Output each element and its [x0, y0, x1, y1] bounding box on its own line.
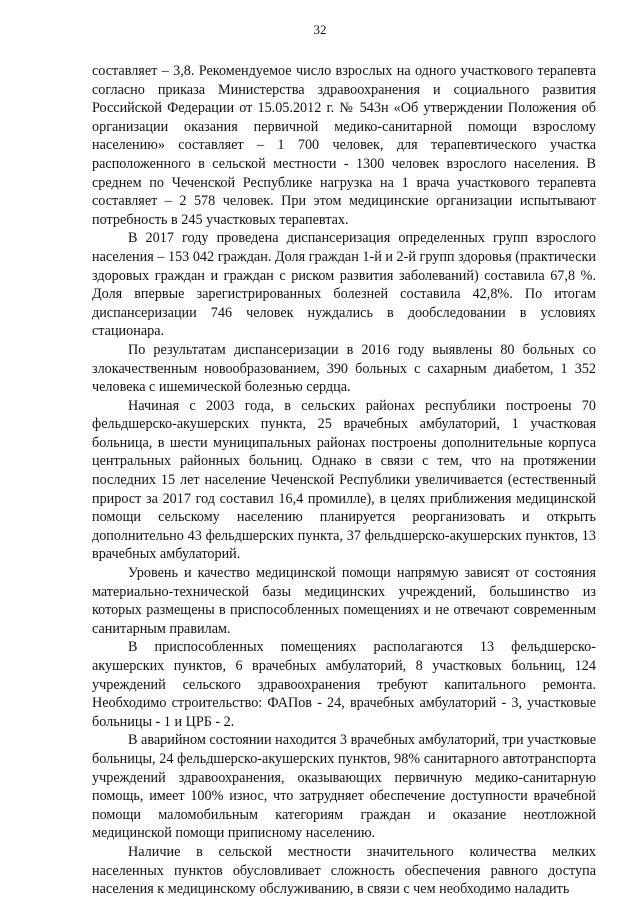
paragraph-emergency-condition: В аварийном состоянии находится 3 врачебных амбулаторий, три участковые больницы, 24 фельдшерско-акушерских пунктов, 98% санитарного автотранспорта учреждений здравоохранения, оказывающих первичную медико-санитарную помощь, имеет 100% износ, что затрудняет обеспечение доступности врачебной помощи маломобильным категориям граждан и оказание неотложной медицинской помощи приписному населению. [92, 732, 596, 842]
paragraph-dispensarization-2016: По результатам диспансеризации в 2016 году выявлены 80 больных со злокачественным новообразованием, 390 больных с сахарным диабетом, 1 352 человека с ишемической болезнью сердца. [92, 341, 596, 396]
document-body [92, 62, 596, 899]
paragraph-small-settlements: Наличие в сельской местности значительного количества мелких населенных пунктов обусловливает сложность обеспечения равного доступа населения к медицинскому обслуживанию, в связи с чем необходимо наладить [92, 843, 596, 898]
paragraph-material-base: Уровень и качество медицинской помощи напрямую зависят от состояния материально-технической базы медицинских учреждений, большинство из которых размещены в приспособленных помещениях и не отвечают современным санитарным правилам. [92, 565, 596, 637]
paragraph-adapted-premises: В приспособленных помещениях располагаются 13 фельдшерско-акушерских пунктов, 6 врачебных амбулаторий, 8 участковых больниц, 124 учреждений сельского здравоохранения требуют капитального ремонта. Необходимо строительство: ФАПов - 24, врачебных амбулаторий - 3, участковые больницы - 1 и ЦРБ - 2. [92, 639, 596, 730]
paragraph-dispensarization-2017: В 2017 году проведена диспансеризация определенных групп взрослого населения – 153 042 граждан. Доля граждан 1-й и 2-й групп здоровья (практически здоровых граждан и граждан с риском развития заболеваний) составила 67,8 %. Доля впервые зарегистрированных болезней составила 42,8%. По итогам диспансеризации 746 человек нуждались в дообследовании в условиях стационара. [92, 230, 596, 340]
paragraph-staffing-norms: составляет – 3,8. Рекомендуемое число взрослых на одного участкового терапевта согласно приказа Министерства здравоохранения и социального развития Российской Федерации от 15.05.2012 г. № 543н «Об утверждении Положения об организации оказания первичной медико-санитарной помощи взрослому населению» составляет – 1 700 человек, для терапевтического участка расположенного в сельской местности - 1300 человек взрослого населения. В среднем по Чеченской Республике нагрузка на 1 врача участкового терапевта составляет – 2 578 человек. При этом медицинские организации испытывают потребность в 245 участковых терапевтах. [92, 63, 596, 228]
page-number: 32 [313, 22, 327, 37]
paragraph-rural-construction: Начиная с 2003 года, в сельских районах республики построены 70 фельдшерско-акушерских пункта, 25 врачебных амбулаторий, 1 участковая больница, в шести муниципальных районах построены дополнительные корпуса центральных районных больниц. Однако в связи с тем, что на протяжении последних 15 лет население Чеченской Республики увеличивается (естественный прирост за 2017 год составил 16,4 промилле), в целях приближения медицинской помощи сельскому населению планируется реорганизовать и открыть дополнительно 43 фельдшерских пункта, 37 фельдшерско-акушерских пунктов, 13 врачебных амбулаторий. [92, 397, 596, 563]
